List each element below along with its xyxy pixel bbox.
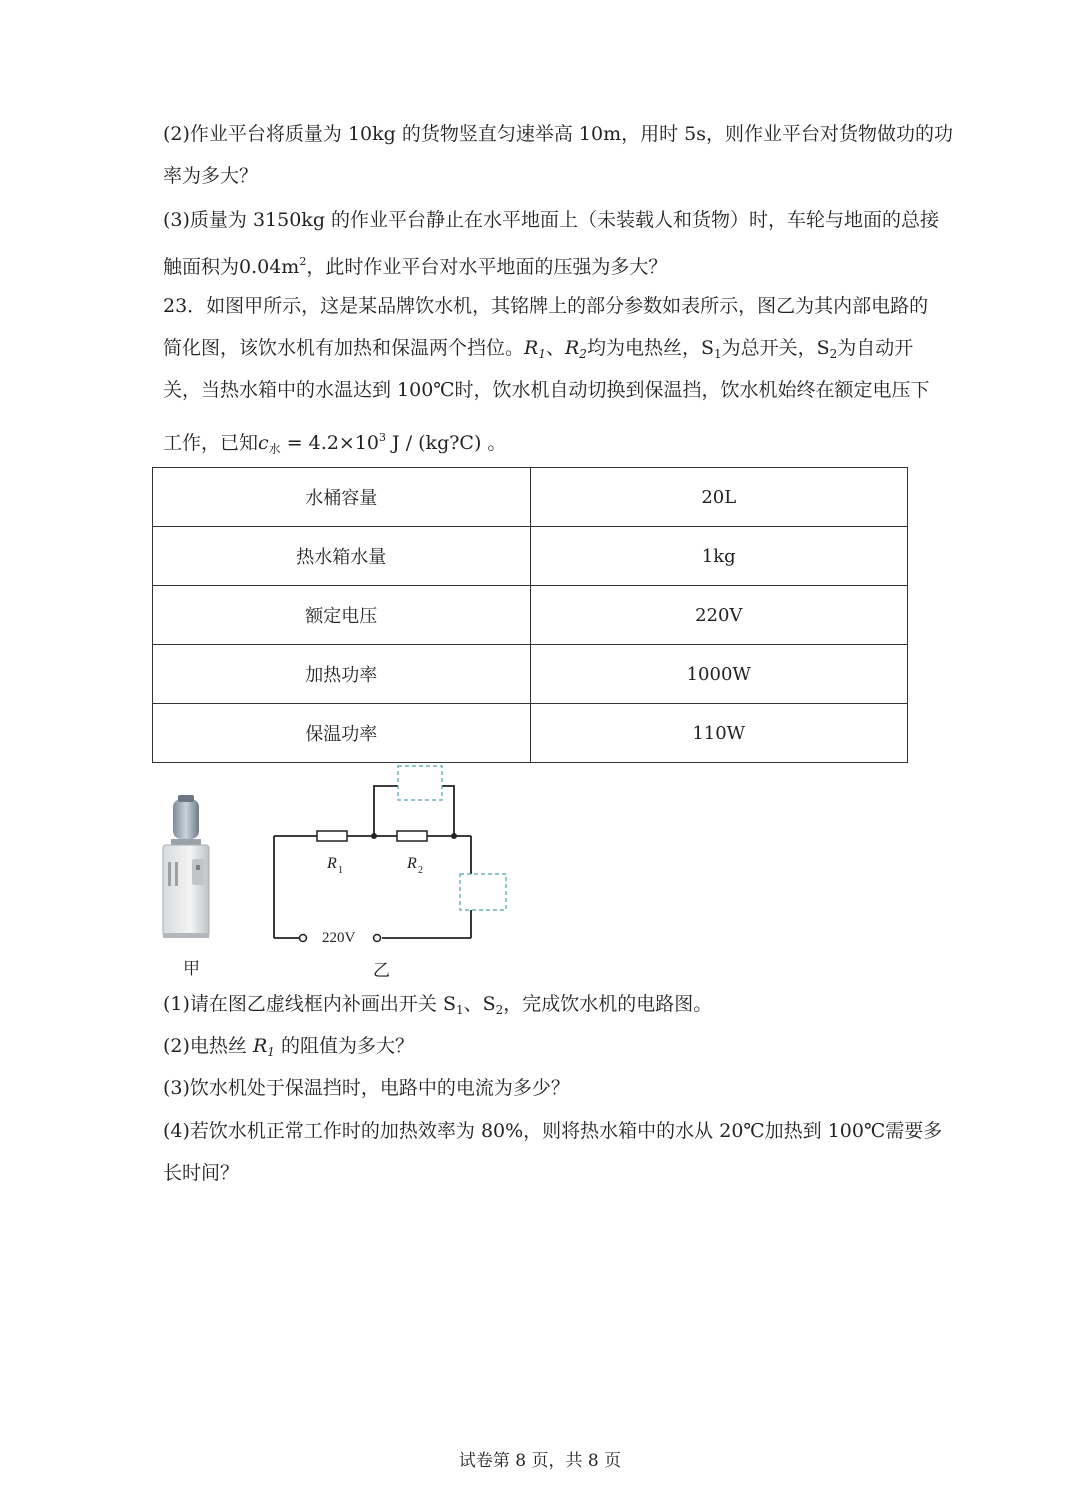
specific-heat-symbol: c bbox=[258, 432, 269, 454]
q23-intro-line2 bbox=[163, 334, 923, 368]
specific-heat-subscript: 水 bbox=[268, 442, 281, 456]
q23-intro-text-a: 简化图，该饮水机有加热和保温两个挡位。 bbox=[163, 337, 525, 359]
q22-part3-line2 bbox=[163, 248, 923, 281]
q23-intro-text-e: 工作，已知 bbox=[163, 432, 259, 454]
q22-part2-line2: 率为多大？ bbox=[163, 165, 259, 187]
q22-part3-text-a: 触面积为0.04m bbox=[163, 256, 300, 278]
q23-sub1-text-c: ，完成饮水机的电路图。 bbox=[503, 993, 713, 1015]
spec-label-cell: 保温功率 bbox=[153, 704, 531, 763]
q23-sub1-s2-subscript: 2 bbox=[495, 1003, 504, 1017]
q23-sub2-r-symbol: R bbox=[252, 1035, 268, 1057]
switch-s2-placeholder-box bbox=[398, 766, 442, 800]
r1-label: R bbox=[327, 855, 337, 872]
spec-table bbox=[152, 467, 908, 763]
q23-sub1-text-b: 、S bbox=[463, 993, 496, 1015]
s1-subscript: 1 bbox=[713, 347, 722, 361]
q23-intro-text-b: 均为电热丝，S bbox=[586, 337, 714, 359]
q22-part3-text-b: ，此时作业平台对水平地面的压强为多大？ bbox=[306, 256, 668, 278]
spec-value-cell: 20L bbox=[530, 468, 908, 527]
spec-value-cell: 220V bbox=[530, 586, 908, 645]
r2-symbol: R bbox=[564, 337, 580, 359]
spec-table-row bbox=[153, 704, 908, 763]
spec-label-cell: 加热功率 bbox=[153, 645, 531, 704]
terminal-left bbox=[300, 935, 307, 942]
junction-right bbox=[451, 833, 457, 839]
q22-area-exponent: 2 bbox=[299, 255, 307, 268]
spec-value-cell: 110W bbox=[530, 704, 908, 763]
q23-sub1-s1-subscript: 1 bbox=[455, 1003, 464, 1017]
spec-table-row bbox=[153, 527, 908, 586]
page-footer: 试卷第 8 页，共 8 页 bbox=[458, 1451, 622, 1471]
q23-sub1 bbox=[163, 990, 923, 1024]
r2-label-subscript: 2 bbox=[418, 865, 423, 876]
formula-unit: J / (kg?C) 。 bbox=[386, 432, 507, 454]
r2-label: R bbox=[407, 855, 417, 872]
resistor-r2 bbox=[397, 831, 427, 841]
q22-part3-line1: (3)质量为 3150kg 的作业平台静止在水平地面上（未装载人和货物）时，车轮与地面的总接 bbox=[163, 209, 940, 231]
r1-label-subscript: 1 bbox=[338, 865, 343, 876]
q23-sub4-line1: (4)若饮水机正常工作时的加热效率为 80%，则将热水箱中的水从 20℃加热到 100℃需要多 bbox=[163, 1120, 943, 1142]
q23-sub1-text-a: (1)请在图乙虚线框内补画出开关 S bbox=[163, 993, 456, 1015]
spec-table-row bbox=[153, 586, 908, 645]
spec-label-cell: 额定电压 bbox=[153, 586, 531, 645]
wire-bypass bbox=[374, 786, 398, 836]
switch-s1-placeholder-box bbox=[460, 874, 506, 910]
formula-exponent: 3 bbox=[379, 431, 386, 444]
q23-intro-line3: 关，当热水箱中的水温达到 100℃时，饮水机自动切换到保温挡，饮水机始终在额定电压下 bbox=[163, 379, 930, 401]
spec-table-row bbox=[153, 468, 908, 527]
terminal-right bbox=[374, 935, 381, 942]
r2-subscript: 2 bbox=[579, 347, 587, 361]
water-dispenser-illustration bbox=[158, 795, 220, 940]
wire-bypass-right bbox=[442, 786, 454, 836]
junction-left bbox=[371, 833, 377, 839]
spec-value-cell: 1kg bbox=[530, 527, 908, 586]
q23-sub2-r-subscript: 1 bbox=[267, 1045, 275, 1059]
spec-label-cell: 水桶容量 bbox=[153, 468, 531, 527]
circuit-diagram bbox=[260, 760, 530, 950]
r1-subscript: 1 bbox=[538, 347, 546, 361]
separator: 、 bbox=[545, 337, 565, 359]
q23-intro-line4 bbox=[163, 424, 923, 463]
spec-table-row bbox=[153, 645, 908, 704]
q22-part2-line1: (2)作业平台将质量为 10kg 的货物竖直匀速举高 10m，用时 5s，则作业平台对货物做功的功 bbox=[163, 123, 953, 145]
s2-subscript: 2 bbox=[829, 347, 838, 361]
q23-sub2 bbox=[163, 1032, 923, 1066]
figure-b-label: 乙 bbox=[373, 961, 390, 981]
q23-sub3: (3)饮水机处于保温挡时，电路中的电流为多少？ bbox=[163, 1077, 570, 1099]
figure-a-label: 甲 bbox=[183, 959, 200, 979]
resistor-r1 bbox=[317, 831, 347, 841]
voltage-label: 220V bbox=[322, 930, 356, 946]
q23-sub2-text-a: (2)电热丝 bbox=[163, 1035, 253, 1057]
q23-intro-text-d: 为自动开 bbox=[837, 337, 914, 359]
spec-value-cell: 1000W bbox=[530, 645, 908, 704]
specific-heat-formula: = 4.2×10 bbox=[280, 432, 379, 454]
r1-symbol: R bbox=[524, 337, 539, 359]
q23-sub4-line2: 长时间？ bbox=[163, 1162, 240, 1184]
q23-intro-text-c: 为总开关，S bbox=[721, 337, 830, 359]
q23-intro-line1: 23．如图甲所示，这是某品牌饮水机，其铭牌上的部分参数如表所示，图乙为其内部电路的 bbox=[163, 295, 929, 317]
spec-label-cell: 热水箱水量 bbox=[153, 527, 531, 586]
q23-sub2-text-b: 的阻值为多大？ bbox=[274, 1035, 414, 1057]
